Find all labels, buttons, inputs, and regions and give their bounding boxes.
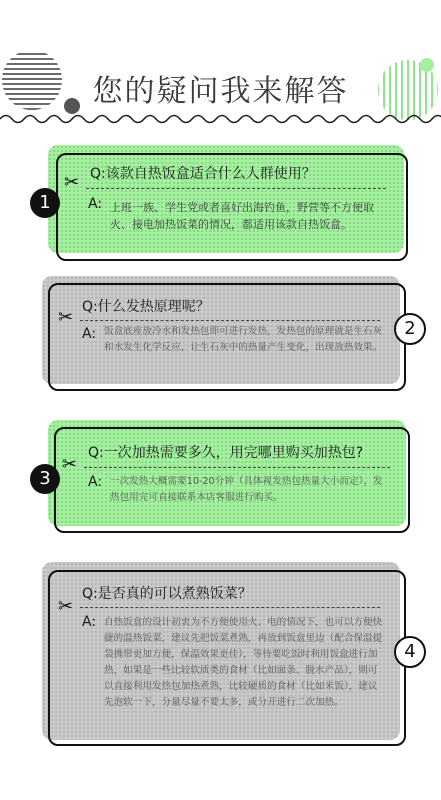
- answer-label: A:: [82, 614, 97, 630]
- answer-label: A:: [88, 474, 103, 490]
- question-text: Q:该款自热饭盒适合什么人群使用？: [90, 166, 316, 182]
- number-badge: 4: [394, 636, 426, 668]
- answer-text: 自热饭盒的设计初衷为不方便使用火、电的情况下，也可以方便快捷的温热饭菜，建议先把饭菜煮熟，再放到饭盒里边（配合保温提袋携带更加方便，保温效果更佳），等待要吃饭时利用饭盒进行加热，如果是一些比较软质类的食材（比如面条、脱水产品），则可以直接利用发热包加热煮熟，比较硬质的食材（比如米饭），建议先泡软一下，分量尽量不要太多，或分开进行二次加热。: [104, 617, 383, 708]
- number-badge: 3: [30, 464, 60, 494]
- wavy-divider: [0, 112, 441, 126]
- question-divider: [84, 467, 390, 468]
- answer-label: A:: [88, 196, 103, 212]
- answer-text: 一次发热大概需要10-20分钟（具体视发热包热量大小而定），发热包用完可直接联系本店客服进行购买。: [110, 476, 383, 503]
- page-title: 您的疑问我来解答: [92, 74, 349, 109]
- scissors-icon: ✂: [58, 596, 74, 617]
- question-text: Q:是否真的可以煮熟饭菜？: [82, 586, 252, 602]
- answer-text: 饭盒底座放冷水和发热包即可进行发热，发热包的原理就是生石灰和水发生化学反应，让生石灰中的热量产生变化，出现放热效果。: [104, 326, 383, 353]
- number-badge: 1: [30, 188, 60, 218]
- answer-label: A:: [82, 326, 97, 342]
- scissors-icon: ✂: [58, 307, 74, 328]
- question-text: Q:什么发热原理呢？: [82, 299, 210, 315]
- scissors-icon: ✂: [62, 454, 78, 475]
- number-badge: 2: [394, 313, 426, 345]
- answer-text: 上班一族、学生党或者喜好出海钓鱼，野营等不方便取火、接电加热饭菜的情况，都适用该款自热饭盒。: [110, 201, 374, 231]
- question-divider: [86, 188, 386, 189]
- question-text: Q:一次加热需要多久，用完哪里购买加热包?: [88, 445, 364, 461]
- question-divider: [80, 607, 380, 608]
- scissors-icon: ✂: [64, 172, 80, 193]
- question-divider: [80, 320, 380, 321]
